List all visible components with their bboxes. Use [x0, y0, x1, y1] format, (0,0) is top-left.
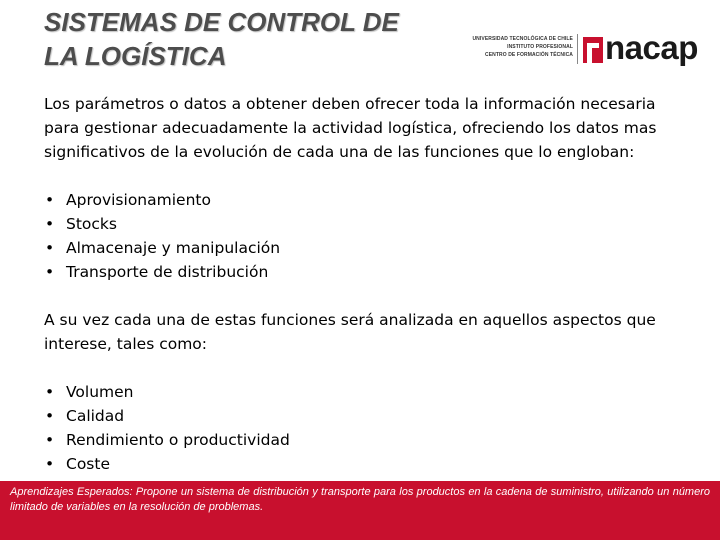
bullet: •: [45, 407, 55, 425]
footer-learning-outcome: Aprendizajes Esperados: Propone un sistema de distribución y transporte para los productos en la cadena de suministro, utilizando un número limitado de variables en la resolución de problemas.: [10, 486, 710, 513]
institution-line-university: UNIVERSIDAD TECNOLÓGICA DE CHILE: [472, 36, 573, 42]
bullet: •: [45, 263, 55, 281]
list-item-text: Volumen: [66, 383, 134, 401]
institution-line-instituto: INSTITUTO PROFESIONAL: [507, 44, 573, 50]
footer-banner: [0, 481, 720, 540]
slide-title-line-1: SISTEMAS DE CONTROL DE: [44, 7, 399, 37]
list-item: [44, 260, 280, 284]
list-item: [44, 452, 290, 476]
bullet: •: [45, 455, 55, 473]
bullet: •: [45, 191, 55, 209]
list-item-text: Almacenaje y manipulación: [66, 239, 281, 257]
slide-title-line-2: LA LOGÍSTICA: [44, 41, 227, 71]
list-item: [44, 380, 290, 404]
list-item: [44, 236, 280, 260]
list-item-text: Rendimiento o productividad: [66, 431, 290, 449]
list-item-text: Stocks: [66, 215, 117, 233]
list-item: [44, 188, 280, 212]
aspects-paragraph: A su vez cada una de estas funciones será analizada en aquellos aspectos que interese, tales como:: [44, 311, 656, 353]
aspects-list: [44, 380, 290, 476]
nacap-logo-mark-icon: [582, 35, 604, 65]
bullet: •: [45, 383, 55, 401]
institution-line-cft: CENTRO DE FORMACIÓN TÉCNICA: [485, 52, 573, 58]
bullet: •: [45, 215, 55, 233]
institution-logo: [463, 29, 698, 71]
institution-names: [465, 35, 573, 59]
functions-list: [44, 188, 280, 284]
logo-divider: [577, 34, 578, 64]
bullet: •: [45, 431, 55, 449]
list-item-text: Transporte de distribución: [66, 263, 269, 281]
nacap-wordmark: nacap: [605, 29, 698, 66]
intro-paragraph: Los parámetros o datos a obtener deben ofrecer toda la información necesaria para gestionar adecuadamente la actividad logística, ofreciendo los datos mas significativos de la evolución de cada una de las funciones que lo engloban:: [44, 95, 657, 161]
bullet: •: [45, 239, 55, 257]
list-item-text: Calidad: [66, 407, 125, 425]
list-item-text: Aprovisionamiento: [66, 191, 211, 209]
slide-title: [44, 5, 444, 73]
list-item: [44, 404, 290, 428]
list-item-text: Coste: [66, 455, 110, 473]
list-item: [44, 212, 280, 236]
list-item: [44, 428, 290, 452]
